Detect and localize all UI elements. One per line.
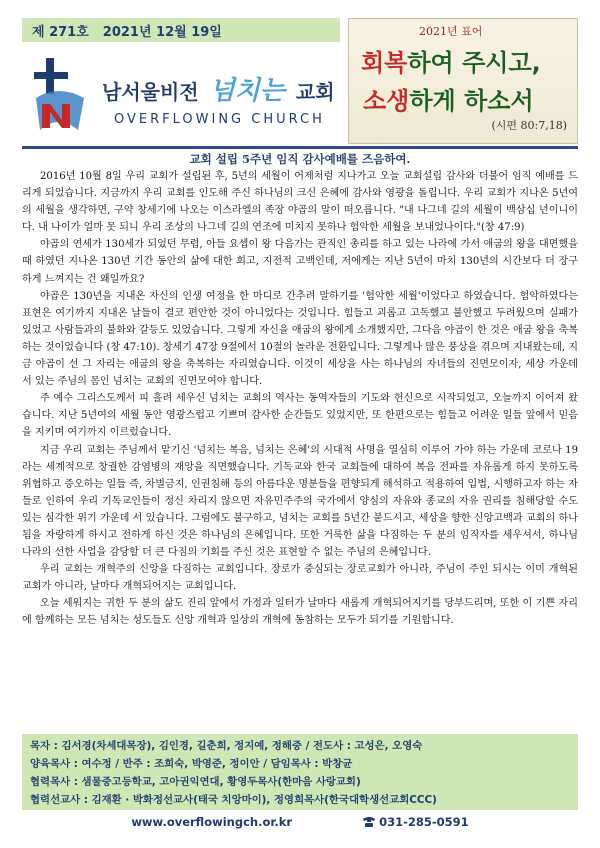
issue-number: 제 271호 xyxy=(32,24,89,40)
article-paragraph: 우리 교회는 개혁주의 신앙을 다짐하는 교회입니다. 장로가 중심되는 장로교회가 아니라, 주님이 주인 되시는 이미 개혁된 교회가 아니라, 날마다 개혁되어지는 교회입니다. xyxy=(22,564,578,593)
church-name-english: OVERFLOWING CHURCH xyxy=(114,112,325,127)
motto-line-2 xyxy=(363,81,534,116)
article-paragraph: 야곱은 130년을 지내온 자신의 인생 여정을 한 마디로 간추려 말하기를 '험악한 세월'이었다고 하였습니다. 험악하였다는 표현은 여기까지 지내온 날들이 결코 편안한 것이 아니었다는 것입니다. 힘들고 괴롭고 고독했고 불안했고 두려웠으며 실패가 있었고 사람들과의 불화와 갈등도 있었습니다. 그렇게 자신을 애굽의 왕에게 소개했지만, 그다음 야곱이 한 것은 애굽 왕을 축복하는 것이었습니다 (창 47:10). 창세기 47장 9절에서 10절의 놀라운 전환입니다. 그렇게나 많은 풍상을 겪으며 지내왔는데, 지금 야곱이 선 그 자리는 애굽의 왕을 축복하는 자리였습니다. 이것이 세상을 사는 하나님의 자녀들의 진면모이자, 세상 가운데 서 있는 주님의 몸인 넘치는 교회의 진면모여야 합니다. xyxy=(22,290,578,388)
motto-line-1-highlight: 회복 xyxy=(361,49,408,77)
article-title: 교회 설립 5주년 임직 감사예배를 즈음하여. xyxy=(189,152,411,166)
church-logo-area xyxy=(22,48,340,144)
church-name-accent: 넘치는 xyxy=(209,76,285,106)
article-paragraph: 2016년 10월 8일 우리 교회가 설립된 후, 5년의 세월이 어제처럼 지나가고 오늘 교회설립 감사와 더불어 임직 예배를 드리게 되었습니다. 지금까지 우리 교회를 인도해 주신 하나님의 크신 은혜에 감사와 영광을 돌립니다. 우리 교회가 지나온 5년여의 세월을 생각하면, 구약 창세기에 나오는 이스라엘의 족장 야곱의 말이 떠오릅니다. "내 나그네 길의 세월이 백삼십 년이니이다. 내 나이가 얼마 못 되니 우리 조상의 나그네 길의 연조에 미치지 못하나 험악한 세월을 보내었나이다."(창 47:9) xyxy=(22,171,578,234)
staff-line-cooperating-pastors: 협력목사 : 샘물중고등학교, 고아권익연대, 황영두목사(한마음 사랑교회) xyxy=(30,776,361,788)
motto-line-2-rest: 하게 하소서 xyxy=(409,87,534,115)
issue-bar xyxy=(22,18,340,42)
article-paragraph: 주 예수 그리스도께서 피 흘려 세우신 넘치는 교회의 역사는 동역자들의 기도와 헌신으로 시작되었고, 오늘까지 이어져 왔습니다. 지난 5년여의 세월 동안 영광스럽고 기쁘며 감사한 순간들도 있었지만, 또 한편으로는 힘들고 어려운 일들 앞에서 믿음을 지키며 여기까지 이르렀습니다. xyxy=(22,393,578,439)
motto-line-1 xyxy=(361,43,541,78)
staff-line-shepherds: 목자 : 김서경(차세대목장), 김인경, 길춘희, 정지예, 정해중 / 전도사 : 고성은, 오영숙 xyxy=(30,740,423,752)
website-link[interactable]: www.overflowingch.or.kr xyxy=(131,815,293,829)
motto-box xyxy=(348,18,578,144)
article-paragraph: 야곱의 연세가 130세가 되었던 무렵, 아들 요셉이 왕 다음가는 관직인 총리를 하고 있는 나라에 가서 애굽의 왕을 대면했을 때 하였던 지나온 130년 기간 동안의 삶에 대한 회고, 지전적 고백인데, 저에게는 지난 5년이 마치 130년의 시간보다 더 장구하게 느껴지는 건 왜일까요? xyxy=(22,239,578,285)
motto-year: 2021년 표어 xyxy=(419,25,483,38)
article-body xyxy=(22,168,578,630)
church-name-suffix: 교회 xyxy=(295,80,335,104)
bulletin-page xyxy=(22,18,578,830)
staff-box xyxy=(22,734,578,810)
motto-reference: (시편 80:7,18) xyxy=(491,119,567,132)
phone-contact xyxy=(362,815,469,829)
church-cross-logo-icon xyxy=(28,54,90,134)
header-divider xyxy=(22,146,578,149)
contact-bar xyxy=(22,812,578,832)
telephone-icon xyxy=(362,816,376,828)
church-name xyxy=(102,70,335,107)
staff-line-pastors: 양육목사 : 여수정 / 반주 : 조희숙, 박영준, 정이안 / 담임목사 : 박창균 xyxy=(30,758,353,770)
article-paragraph: 지금 우리 교회는 주님께서 맡기신 '넘치는 복음, 넘치는 은혜'의 시대적 사명을 열심히 이루어 가야 하는 가운데 코로나 19라는 세계적으로 창궐한 감염병의 재앙을 직면했습니다. 기독교와 한국 교회들에 대하여 복음 전파를 자유롭게 하지 못하도록 위협하고 증오하는 일들 즉, 차별금지, 인권침해 등의 아름다운 명분들을 편향되게 해석하고 적용하여 입법, 시행하고자 하는 자들로 인하여 우리 기독교인들이 정신 차리지 않으면 자유민주주의 국가에서 양심의 자유와 종교의 자유 권리를 침해당할 수도 있는 심각한 위기 가운데 서 있습니다. 그럼에도 불구하고, 넘치는 교회를 5년간 붙드시고, 세상을 향한 신앙고백과 교회의 하나됨을 자랑하게 하시고 전하게 하신 것은 하나님의 은혜입니다. 또한 거룩한 삶을 다짐하는 두 분의 임직자를 세우셔서, 하나님 나라의 선한 사업을 감당할 더 큰 다짐의 기회를 주신 것은 표현할 수 없는 주님의 은혜입니다. xyxy=(22,444,578,559)
motto-line-1-rest: 하여 주시고, xyxy=(407,49,541,77)
article-paragraph: 오늘 세워지는 귀한 두 분의 삶도 진리 앞에서 가정과 일터가 날마다 새롭게 개혁되어지기를 당부드리며, 또한 이 기쁜 자리에 함께하는 모든 넘치는 성도들도 신앙 개혁과 일상의 개혁에 동참하는 모두가 되기를 기원합니다. xyxy=(22,598,578,627)
motto-line-2-highlight: 소생 xyxy=(363,87,410,115)
staff-line-missionaries: 협력선교사 : 김재환 · 박화정선교사(태국 치앙마이), 정영희목사(한국대학생선교회CCC) xyxy=(30,794,437,806)
phone-number: 031-285-0591 xyxy=(379,815,469,829)
issue-date: 2021년 12월 19일 xyxy=(102,24,222,40)
church-name-prefix: 남서울비전 xyxy=(102,80,199,104)
